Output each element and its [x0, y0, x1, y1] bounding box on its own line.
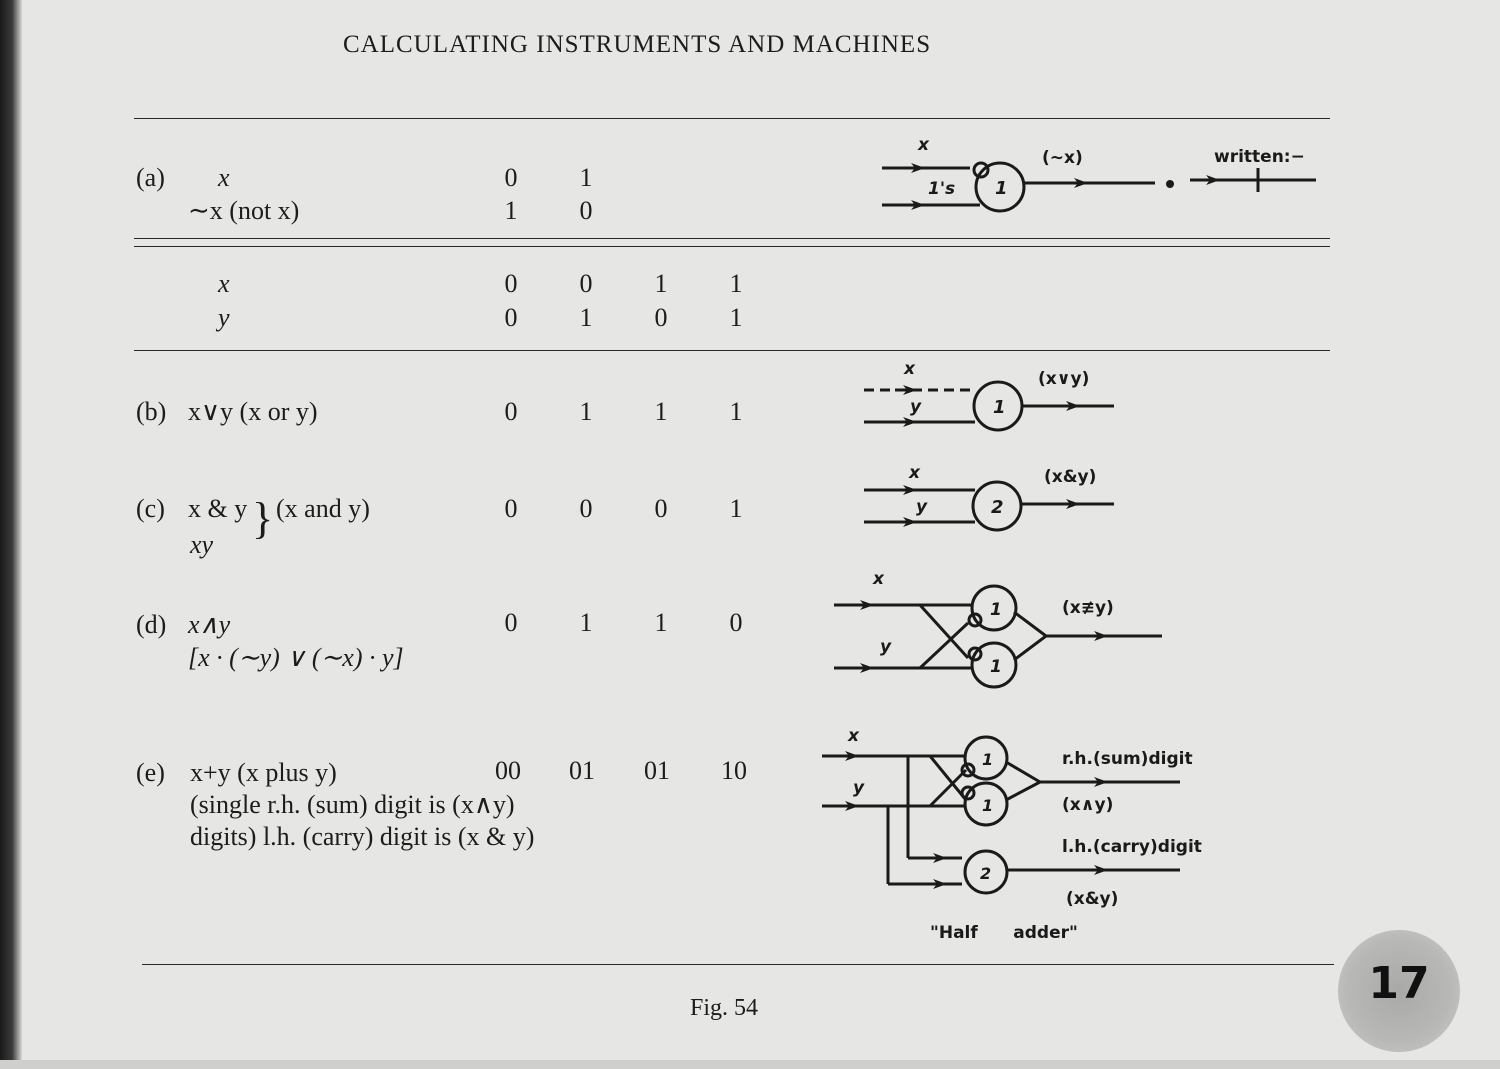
diagram-e-y-label: y [853, 778, 865, 798]
row-d-label: (d) [136, 610, 167, 639]
diagram-e-sum-label: r.h.(sum)digit [1062, 749, 1193, 769]
diagram-e-gate-carry: 2 [980, 864, 992, 883]
diagram-e-gate-top: 1 [982, 750, 994, 769]
diagram-a-gate-number: 1 [995, 178, 1008, 199]
row-e-expr-line1: x+y (x plus y) [190, 758, 337, 787]
diagram-e-sum-expr: (x∧y) [1062, 795, 1114, 815]
row-c-value: 0 [654, 494, 668, 523]
diagram-a-ones-label: 1's [928, 179, 956, 199]
row-d-value: 0 [729, 608, 743, 637]
row-c-brace-text: (x and y) [276, 494, 370, 523]
row-e-value: 10 [721, 756, 747, 785]
row-c-expr-line1: x & y [188, 494, 248, 523]
diagram-e-carry-label: l.h.(carry)digit [1062, 837, 1202, 857]
inputs-y-value: 1 [579, 303, 593, 332]
row-c-value: 0 [504, 494, 518, 523]
row-c-expr-line2: xy [190, 530, 214, 559]
row-c-value: 1 [729, 494, 743, 523]
row-a-x-value: 0 [504, 163, 518, 192]
row-a-var-x: x [218, 163, 230, 192]
inputs-x-value: 1 [654, 269, 668, 298]
row-b-expr: x∨y (x or y) [188, 397, 318, 426]
row-b-label: (b) [136, 397, 167, 426]
inputs-x-value: 0 [504, 269, 518, 298]
diagram-b-or-gate [864, 382, 1114, 430]
diagram-d-output-label: (x≢y) [1062, 598, 1114, 618]
diagram-b-y-label: y [910, 397, 922, 417]
diagram-c-y-label: y [916, 497, 928, 517]
row-c-brace: } [252, 494, 274, 543]
row-a-not-x: ∼x (not x) [188, 196, 300, 225]
row-a-not-x-value: 0 [579, 196, 593, 225]
row-b-value: 1 [579, 397, 593, 426]
diagram-e-caption: "Half adder" [930, 923, 1078, 943]
row-e-value: 00 [495, 756, 521, 785]
inputs-y-value: 0 [504, 303, 518, 332]
diagram-c-x-label: x [909, 463, 920, 483]
figure-caption: Fig. 54 [690, 995, 759, 1021]
row-d-value: 0 [504, 608, 518, 637]
inputs-x-value: 0 [579, 269, 593, 298]
row-c-label: (c) [136, 494, 165, 523]
diagram-e-x-label: x [848, 726, 859, 746]
diagram-c-output-label: (x&y) [1044, 467, 1097, 487]
diagram-c-gate-number: 2 [991, 497, 1004, 518]
diagram-b-gate-number: 1 [993, 397, 1006, 418]
row-e-expr-line2: (single r.h. (sum) digit is (x∧y) [190, 790, 515, 819]
diagram-d-gate-bottom: 1 [990, 657, 1002, 677]
diagram-d-y-label: y [880, 637, 892, 657]
row-e-value: 01 [644, 756, 670, 785]
row-c-value: 0 [579, 494, 593, 523]
diagram-c-and-gate [864, 482, 1114, 530]
row-b-value: 0 [504, 397, 518, 426]
inputs-x-value: 1 [729, 269, 743, 298]
row-a-label: (a) [136, 163, 165, 192]
row-d-value: 1 [654, 608, 668, 637]
page-number: 17 [1368, 958, 1430, 1009]
row-b-value: 1 [729, 397, 743, 426]
row-d-expr-line1: x∧y [188, 610, 231, 639]
inputs-x-label: x [218, 269, 230, 298]
row-e-value: 01 [569, 756, 595, 785]
diagram-b-x-label: x [904, 359, 915, 379]
row-b-value: 1 [654, 397, 668, 426]
inputs-y-value: 1 [729, 303, 743, 332]
row-d-value: 1 [579, 608, 593, 637]
page-number-badge [1338, 930, 1460, 1052]
diagram-d-x-label: x [873, 569, 884, 589]
row-a-not-x-value: 1 [504, 196, 518, 225]
diagram-d-gate-top: 1 [990, 600, 1002, 620]
row-e-expr-line3: digits) l.h. (carry) digit is (x & y) [190, 822, 535, 851]
diagram-e-carry-expr: (x&y) [1066, 889, 1119, 909]
row-a-x-value: 1 [579, 163, 593, 192]
diagram-a-written-label: written:− [1214, 147, 1305, 167]
diagram-e-gate-mid: 1 [982, 796, 994, 815]
diagram-b-output-label: (x∨y) [1038, 369, 1090, 389]
diagram-a-x-label: x [918, 135, 929, 155]
diagram-a-output-label: (∼x) [1042, 148, 1083, 168]
inputs-y-label: y [218, 303, 230, 332]
page-title: CALCULATING INSTRUMENTS AND MACHINES [343, 31, 932, 58]
inputs-y-value: 0 [654, 303, 668, 332]
row-e-label: (e) [136, 758, 165, 787]
row-d-expr-line2: [x · (∼y) ∨ (∼x) · y] [188, 643, 404, 672]
